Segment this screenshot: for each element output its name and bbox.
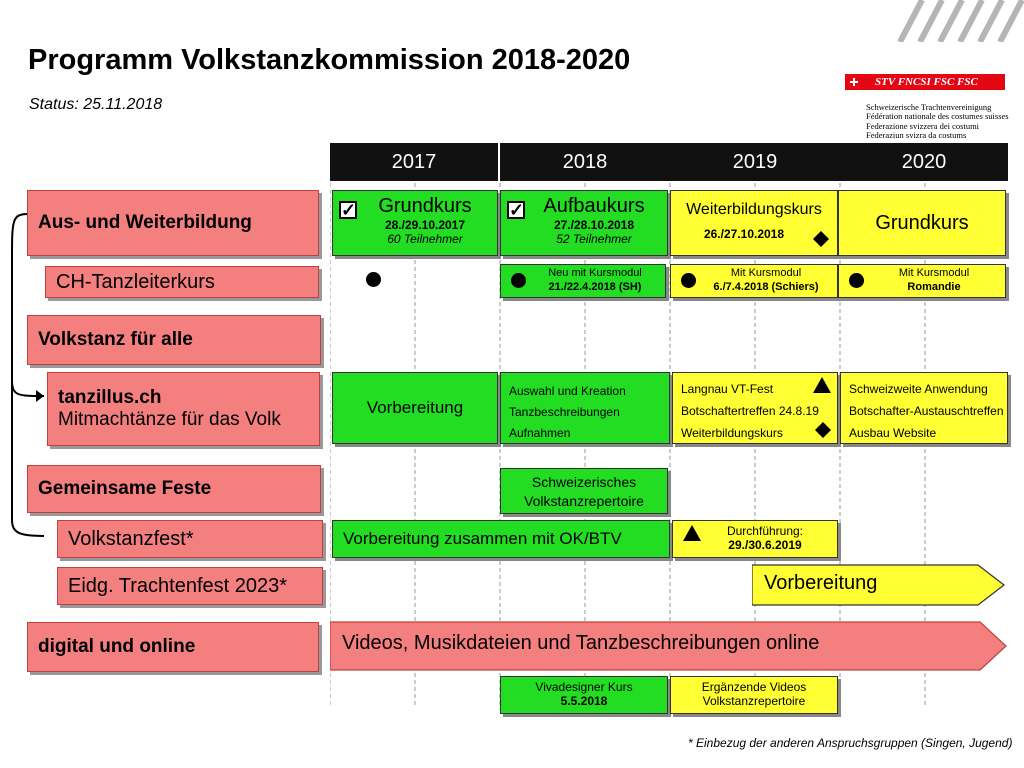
logo-line: Schweizerische Trachtenvereinigung [866,102,992,112]
category-volkstanzfest: Volkstanzfest* [57,520,323,558]
volkstanzfest-2019-line2: 29./30.6.2019 [728,538,802,552]
vivadesigner-line2: 5.5.2018 [560,694,608,708]
grundkurs-2020-title: Grundkurs [875,211,969,234]
volkstanzfest-2019-box [672,520,838,558]
repertoire-line1: Schweizerisches [531,474,637,490]
category-aus-weiterbildung: Aus- und Weiterbildung [27,190,319,256]
checkbox-checked-icon: ✓ [341,200,357,220]
category-volkstanz-fuer-alle: Volkstanz für alle [27,315,321,365]
weiterbildung-2019-box [670,190,838,256]
logo-line: Fédération nationale des costumes suisses [866,111,1009,122]
swiss-cross-icon [848,76,860,88]
ergaenzende-videos-box [670,676,838,714]
eidg-vorbereitung-label: Vorbereitung [764,572,878,594]
year-2018: 2018 [500,143,670,181]
volkstanzfest-vorbereitung-box [332,520,670,558]
grundkurs-2020-box [838,190,1006,256]
ch-2019-line2: 6./7.4.2018 (Schiers) [713,281,819,293]
tanzillus-2017-box [332,372,498,444]
weiterbildung-2019-date: 26./27.10.2018 [703,227,785,241]
tanzillus-2017-title: Vorbereitung [366,398,464,417]
tanzillus-2018-line1: Auswahl und Kreation [509,384,626,398]
decorative-stripes [880,0,1024,42]
tanzillus-2020-line1: Schweizweite Anwendung [849,382,988,396]
ch-2019-line1: Mit Kursmodul [730,267,802,279]
ch-2018-box [500,264,666,298]
aufbaukurs-2018-note: 52 Teilnehmer [556,232,632,246]
tanzillus-2019-line3: Weiterbildungskurs [681,426,783,440]
triangle-icon [683,525,701,541]
milestone-dot-icon [366,272,381,287]
tanzillus-2019-line1: Langnau VT-Fest [681,382,774,396]
grundkurs-2017-box [332,190,498,256]
repertoire-2018-box [500,468,668,514]
ergaenzende-videos-line2: Volkstanzrepertoire [702,694,806,708]
year-2019: 2019 [670,143,840,181]
ergaenzende-videos-line1: Ergänzende Videos [701,680,807,694]
tanzillus-2019-line2: Botschaftertreffen 24.8.19 [681,404,819,418]
category-ch-tanzleiterkurs: CH-Tanzleiterkurs [45,266,319,298]
page-title: Programm Volkstanzkommission 2018-2020 [28,44,631,76]
grundkurs-2017-title: Grundkurs [378,195,472,217]
milestone-dot-icon [511,273,526,288]
category-digital-online: digital und online [27,622,319,672]
tanzillus-2020-box [840,372,1008,444]
vivadesigner-box [500,676,668,714]
volkstanzfest-vorbereitung-title: Vorbereitung zusammen mit OK/BTV [343,529,622,548]
aufbaukurs-2018-date: 27./28.10.2018 [553,218,635,232]
tanzillus-2018-line3: Aufnahmen [509,426,571,440]
grundkurs-2017-note: 60 Teilnehmer [387,232,463,246]
ch-2020-box [838,264,1006,298]
category-tanzillus [47,372,320,446]
category-gemeinsame-feste: Gemeinsame Feste [27,465,321,513]
tanzillus-sublabel: Mitmachtänze für das Volk [58,409,281,430]
ch-2018-line1: Neu mit Kursmodul [548,267,642,279]
logo-wordmark: STV FNCSI FSC FSC [845,74,1005,90]
logo-text [866,103,1009,140]
digital-label: Videos, Musikdateien und Tanzbeschreibungen online [342,632,820,654]
milestone-dot-icon [849,273,864,288]
weiterbildung-2019-title: Weiterbildungskurs [686,201,822,218]
checkbox-checked-icon: ✓ [509,200,525,220]
year-2017: 2017 [330,143,498,181]
tanzillus-2020-line3: Ausbau Website [849,426,937,440]
tanzillus-2019-box [672,372,838,444]
aufbaukurs-2018-title: Aufbaukurs [543,195,645,217]
aufbaukurs-2018-box [500,190,668,256]
ch-2018-line2: 21./22.4.2018 (SH) [548,281,642,293]
vivadesigner-line1: Vivadesigner Kurs [535,680,633,694]
logo-line: Federaziun svizra da costums [866,129,967,140]
tanzillus-2018-box [500,372,670,444]
milestone-dot-icon [681,273,696,288]
grundkurs-2017-date: 28./29.10.2017 [384,218,466,232]
ch-2020-line1: Mit Kursmodul [898,267,970,279]
footnote: * Einbezug der anderen Anspruchsgruppen (Singen, Jugend) [688,736,1013,750]
repertoire-line2: Volkstanzrepertoire [524,493,644,509]
diamond-icon [813,231,829,247]
triangle-icon [813,377,831,393]
tanzillus-2018-line2: Tanzbeschreibungen [509,405,620,419]
logo-line: Federazione svizzera dei costumi [866,120,980,131]
tanzillus-label: tanzillus.ch [58,387,162,408]
ch-2019-box [670,264,838,298]
volkstanzfest-2019-line1: Durchführung: [726,524,804,538]
category-eidg-trachtenfest: Eidg. Trachtenfest 2023* [57,567,323,605]
ch-2020-line2: Romandie [907,281,961,293]
year-2020: 2020 [840,143,1008,181]
diamond-icon [815,422,831,438]
status-date: Status: 25.11.2018 [29,96,163,113]
tanzillus-2020-line2: Botschafter-Austauschtreffen [849,404,1004,418]
